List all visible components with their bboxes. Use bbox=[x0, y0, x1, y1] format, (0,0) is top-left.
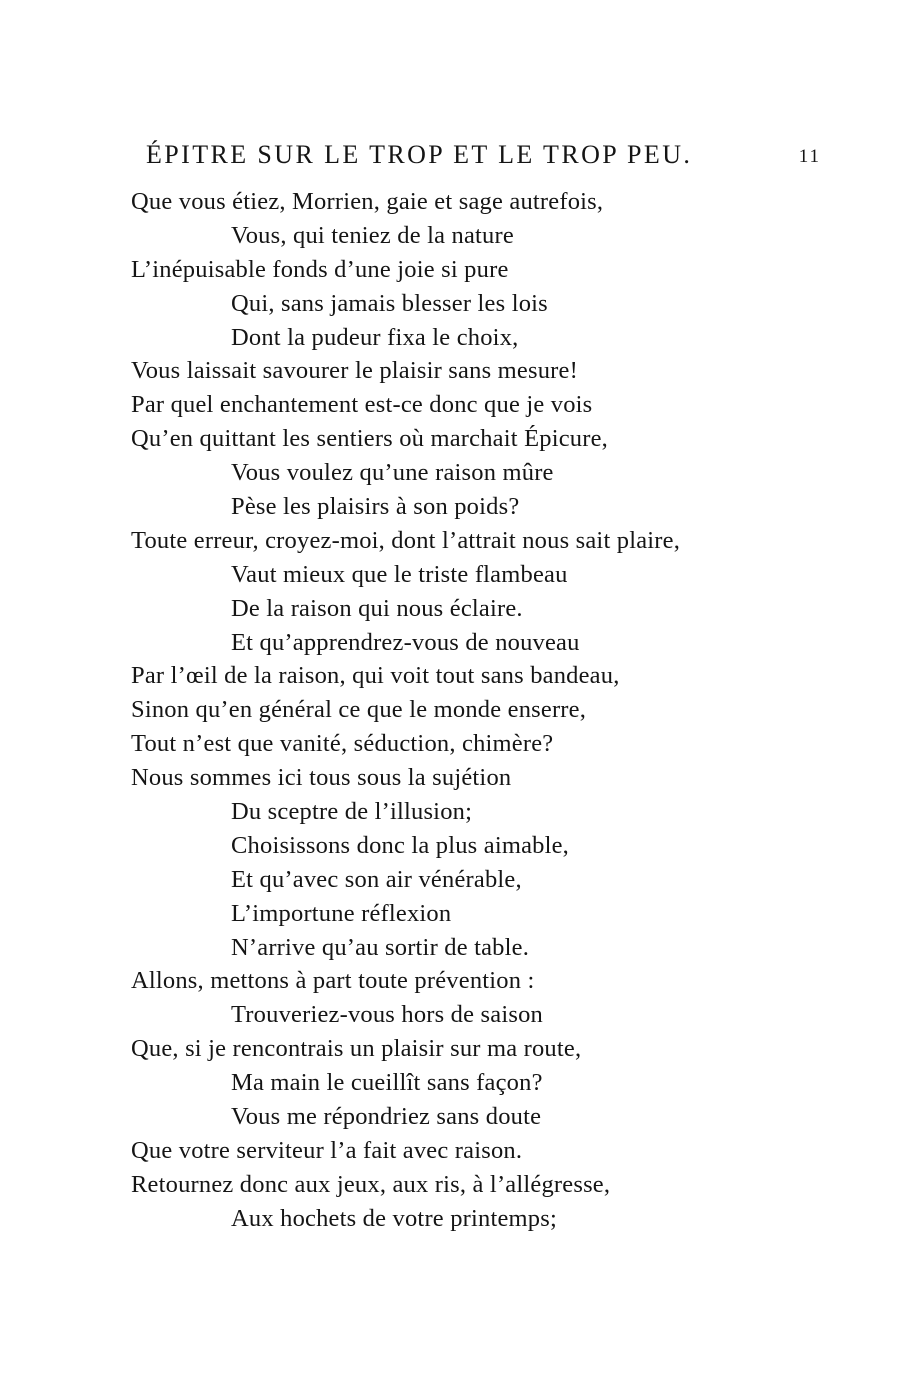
verse-line: Allons, mettons à part toute prévention : bbox=[131, 967, 535, 995]
verse-line: Vous, qui teniez de la nature bbox=[231, 221, 514, 249]
verse-line: Retournez donc aux jeux, aux ris, à l’allégresse, bbox=[131, 1170, 611, 1198]
verse-line: Toute erreur, croyez-moi, dont l’attrait nous sait plaire, bbox=[131, 526, 681, 554]
running-head bbox=[146, 137, 821, 173]
verse-line: L’importune réflexion bbox=[231, 899, 452, 927]
verse-line: Trouveriez-vous hors de saison bbox=[231, 1001, 543, 1029]
verse-line: Que votre serviteur l’a fait avec raison. bbox=[131, 1136, 523, 1164]
poem-text bbox=[131, 185, 771, 1236]
verse-line: Choisissons donc la plus aimable, bbox=[231, 831, 570, 859]
verse-line: Tout n’est que vanité, séduction, chimère? bbox=[131, 730, 554, 758]
verse-line: Dont la pudeur fixa le choix, bbox=[231, 323, 519, 351]
verse-line: Du sceptre de l’illusion; bbox=[231, 798, 473, 826]
verse-line: Ma main le cueillît sans façon? bbox=[231, 1069, 543, 1097]
verse-line: Vaut mieux que le triste flambeau bbox=[231, 560, 568, 588]
verse-line: Vous voulez qu’une raison mûre bbox=[231, 459, 554, 487]
verse-line: L’inépuisable fonds d’une joie si pure bbox=[131, 255, 509, 283]
verse-line: Sinon qu’en général ce que le monde enserre, bbox=[131, 696, 587, 724]
verse-line: N’arrive qu’au sortir de table. bbox=[231, 933, 530, 961]
verse-line: Par quel enchantement est-ce donc que je vois bbox=[131, 391, 593, 419]
verse-line: Qu’en quittant les sentiers où marchait Épicure, bbox=[131, 425, 608, 453]
verse-line: Nous sommes ici tous sous la sujétion bbox=[131, 764, 512, 792]
verse-line: Et qu’apprendrez-vous de nouveau bbox=[231, 628, 580, 656]
verse-line: Par l’œil de la raison, qui voit tout sans bandeau, bbox=[131, 662, 620, 690]
verse-line: Vous laissait savourer le plaisir sans mesure! bbox=[131, 357, 578, 385]
verse-line: Que vous étiez, Morrien, gaie et sage autrefois, bbox=[131, 188, 604, 215]
verse-line: Que, si je rencontrais un plaisir sur ma route, bbox=[131, 1035, 582, 1063]
page-number: 11 bbox=[798, 146, 821, 167]
verse-line: De la raison qui nous éclaire. bbox=[231, 594, 523, 622]
verse-line: Aux hochets de votre printemps; bbox=[231, 1204, 557, 1232]
verse-line: Et qu’avec son air vénérable, bbox=[231, 865, 522, 893]
verse-line: Pèse les plaisirs à son poids? bbox=[231, 493, 520, 521]
verse-line: Vous me répondriez sans doute bbox=[231, 1103, 542, 1131]
verse-line: Qui, sans jamais blesser les lois bbox=[231, 289, 548, 317]
running-title: ÉPITRE SUR LE TROP ET LE TROP PEU. bbox=[146, 140, 693, 169]
